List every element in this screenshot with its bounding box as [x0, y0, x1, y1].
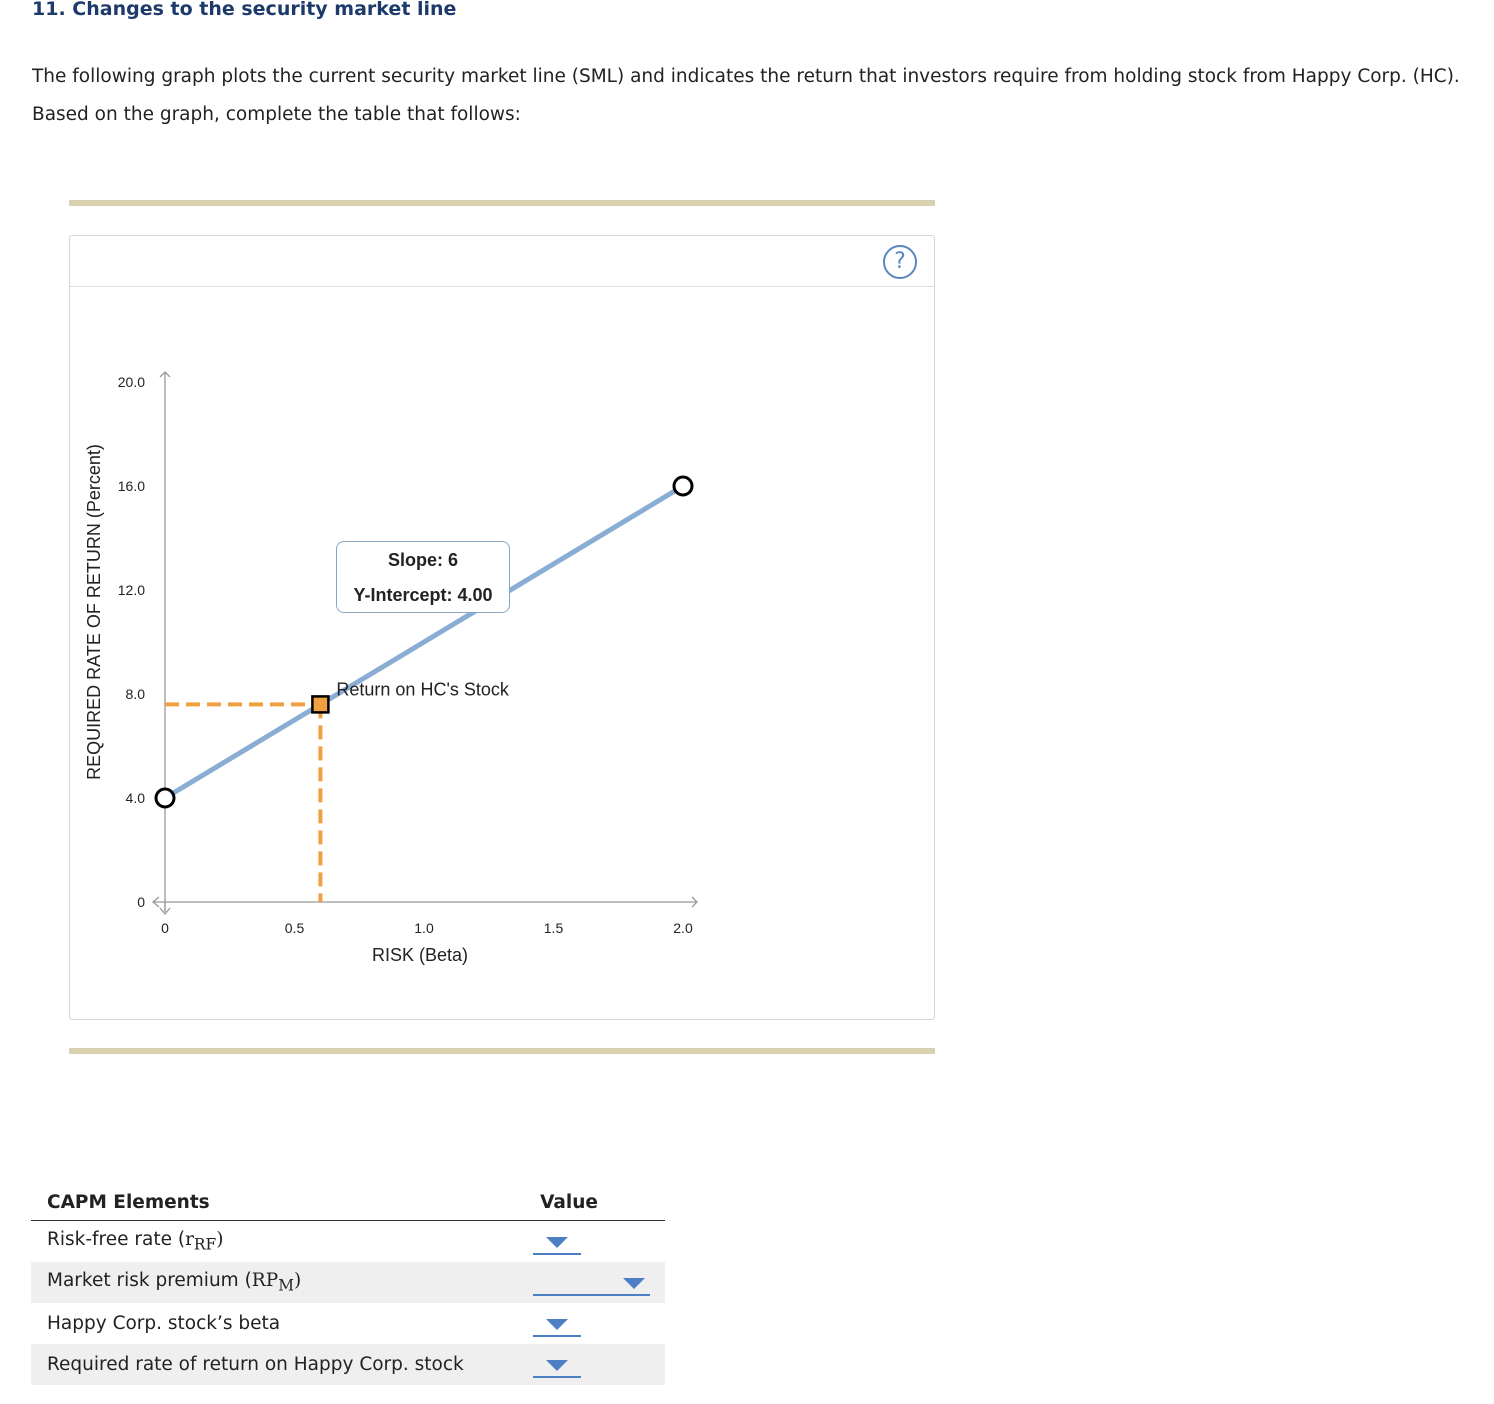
sml-start-point: [156, 789, 174, 807]
y-tick-label: 12.0: [117, 582, 145, 598]
dropdown-arrow-icon: [546, 1360, 568, 1371]
hc-stock-label: Return on HC's Stock: [336, 679, 509, 700]
stock-beta-dropdown[interactable]: [533, 1313, 581, 1337]
y-tick-label: 20.0: [117, 374, 145, 390]
value-cell: [533, 1221, 665, 1263]
value-cell: [533, 1262, 665, 1303]
y-tick-label: 8.0: [125, 686, 145, 702]
sml-chart: [70, 236, 934, 1019]
tooltip-intercept: Y-Intercept: 4.00: [353, 585, 493, 605]
row-label-stock-beta: Happy Corp. stock’s beta: [47, 1313, 281, 1334]
table-row: [31, 1262, 665, 1303]
table-header-row: [31, 1180, 665, 1221]
row-label-risk-free-rate: Risk-free rate $(r_{RF})$: [47, 1229, 224, 1254]
value-cell: [533, 1344, 665, 1385]
y-tick-label: 4.0: [125, 790, 145, 806]
question-intro: The following graph plots the current security market line (SML) and indicates the return that investors require from holding stock from Happy Corp. (HC). Based on the graph, complete the table that follows:: [32, 66, 1460, 125]
dropdown-arrow-icon: [546, 1319, 568, 1330]
header-capm-elements: CAPM Elements: [31, 1180, 533, 1221]
y-tick-label: 16.0: [117, 478, 145, 494]
y-axis-title: REQUIRED RATE OF RETURN (Percent): [84, 444, 104, 780]
question-title: 11. Changes to the security market line: [32, 0, 457, 20]
help-button[interactable]: ?: [883, 245, 917, 279]
sml-line: [165, 486, 683, 798]
x-tick-label: 0.5: [284, 920, 305, 936]
hc-stock-point: [312, 696, 328, 712]
x-axis-title: RISK (Beta): [371, 945, 469, 965]
graph-panel: [69, 235, 935, 1020]
x-tick-label: 2.0: [673, 920, 693, 936]
y-tick-label: 0: [137, 894, 145, 910]
sml-tooltip: [336, 541, 510, 613]
risk-free-rate-dropdown[interactable]: [533, 1231, 581, 1255]
row-label-market-risk-premium: Market risk premium $(RP_M)$: [31, 1262, 533, 1303]
row-label-required-return: Required rate of return on Happy Corp. stock: [31, 1344, 533, 1385]
x-tick-label: 1.0: [414, 920, 434, 936]
dropdown-arrow-icon: [623, 1278, 645, 1289]
header-value: Value: [533, 1180, 665, 1221]
dropdown-arrow-icon: [546, 1237, 568, 1248]
top-divider: [69, 200, 935, 206]
required-return-dropdown[interactable]: [533, 1354, 581, 1378]
x-tick-label: 0: [161, 920, 169, 936]
market-risk-premium-dropdown[interactable]: [533, 1272, 650, 1296]
sml-end-point: [674, 477, 692, 495]
tooltip-slope: Slope: 6: [387, 550, 458, 570]
bottom-divider: [69, 1048, 935, 1054]
value-cell: [533, 1303, 665, 1344]
table-row: [31, 1344, 665, 1385]
x-tick-label: 1.5: [543, 920, 564, 936]
capm-table: [31, 1180, 665, 1385]
table-row: [31, 1221, 665, 1263]
table-row: [31, 1303, 665, 1344]
